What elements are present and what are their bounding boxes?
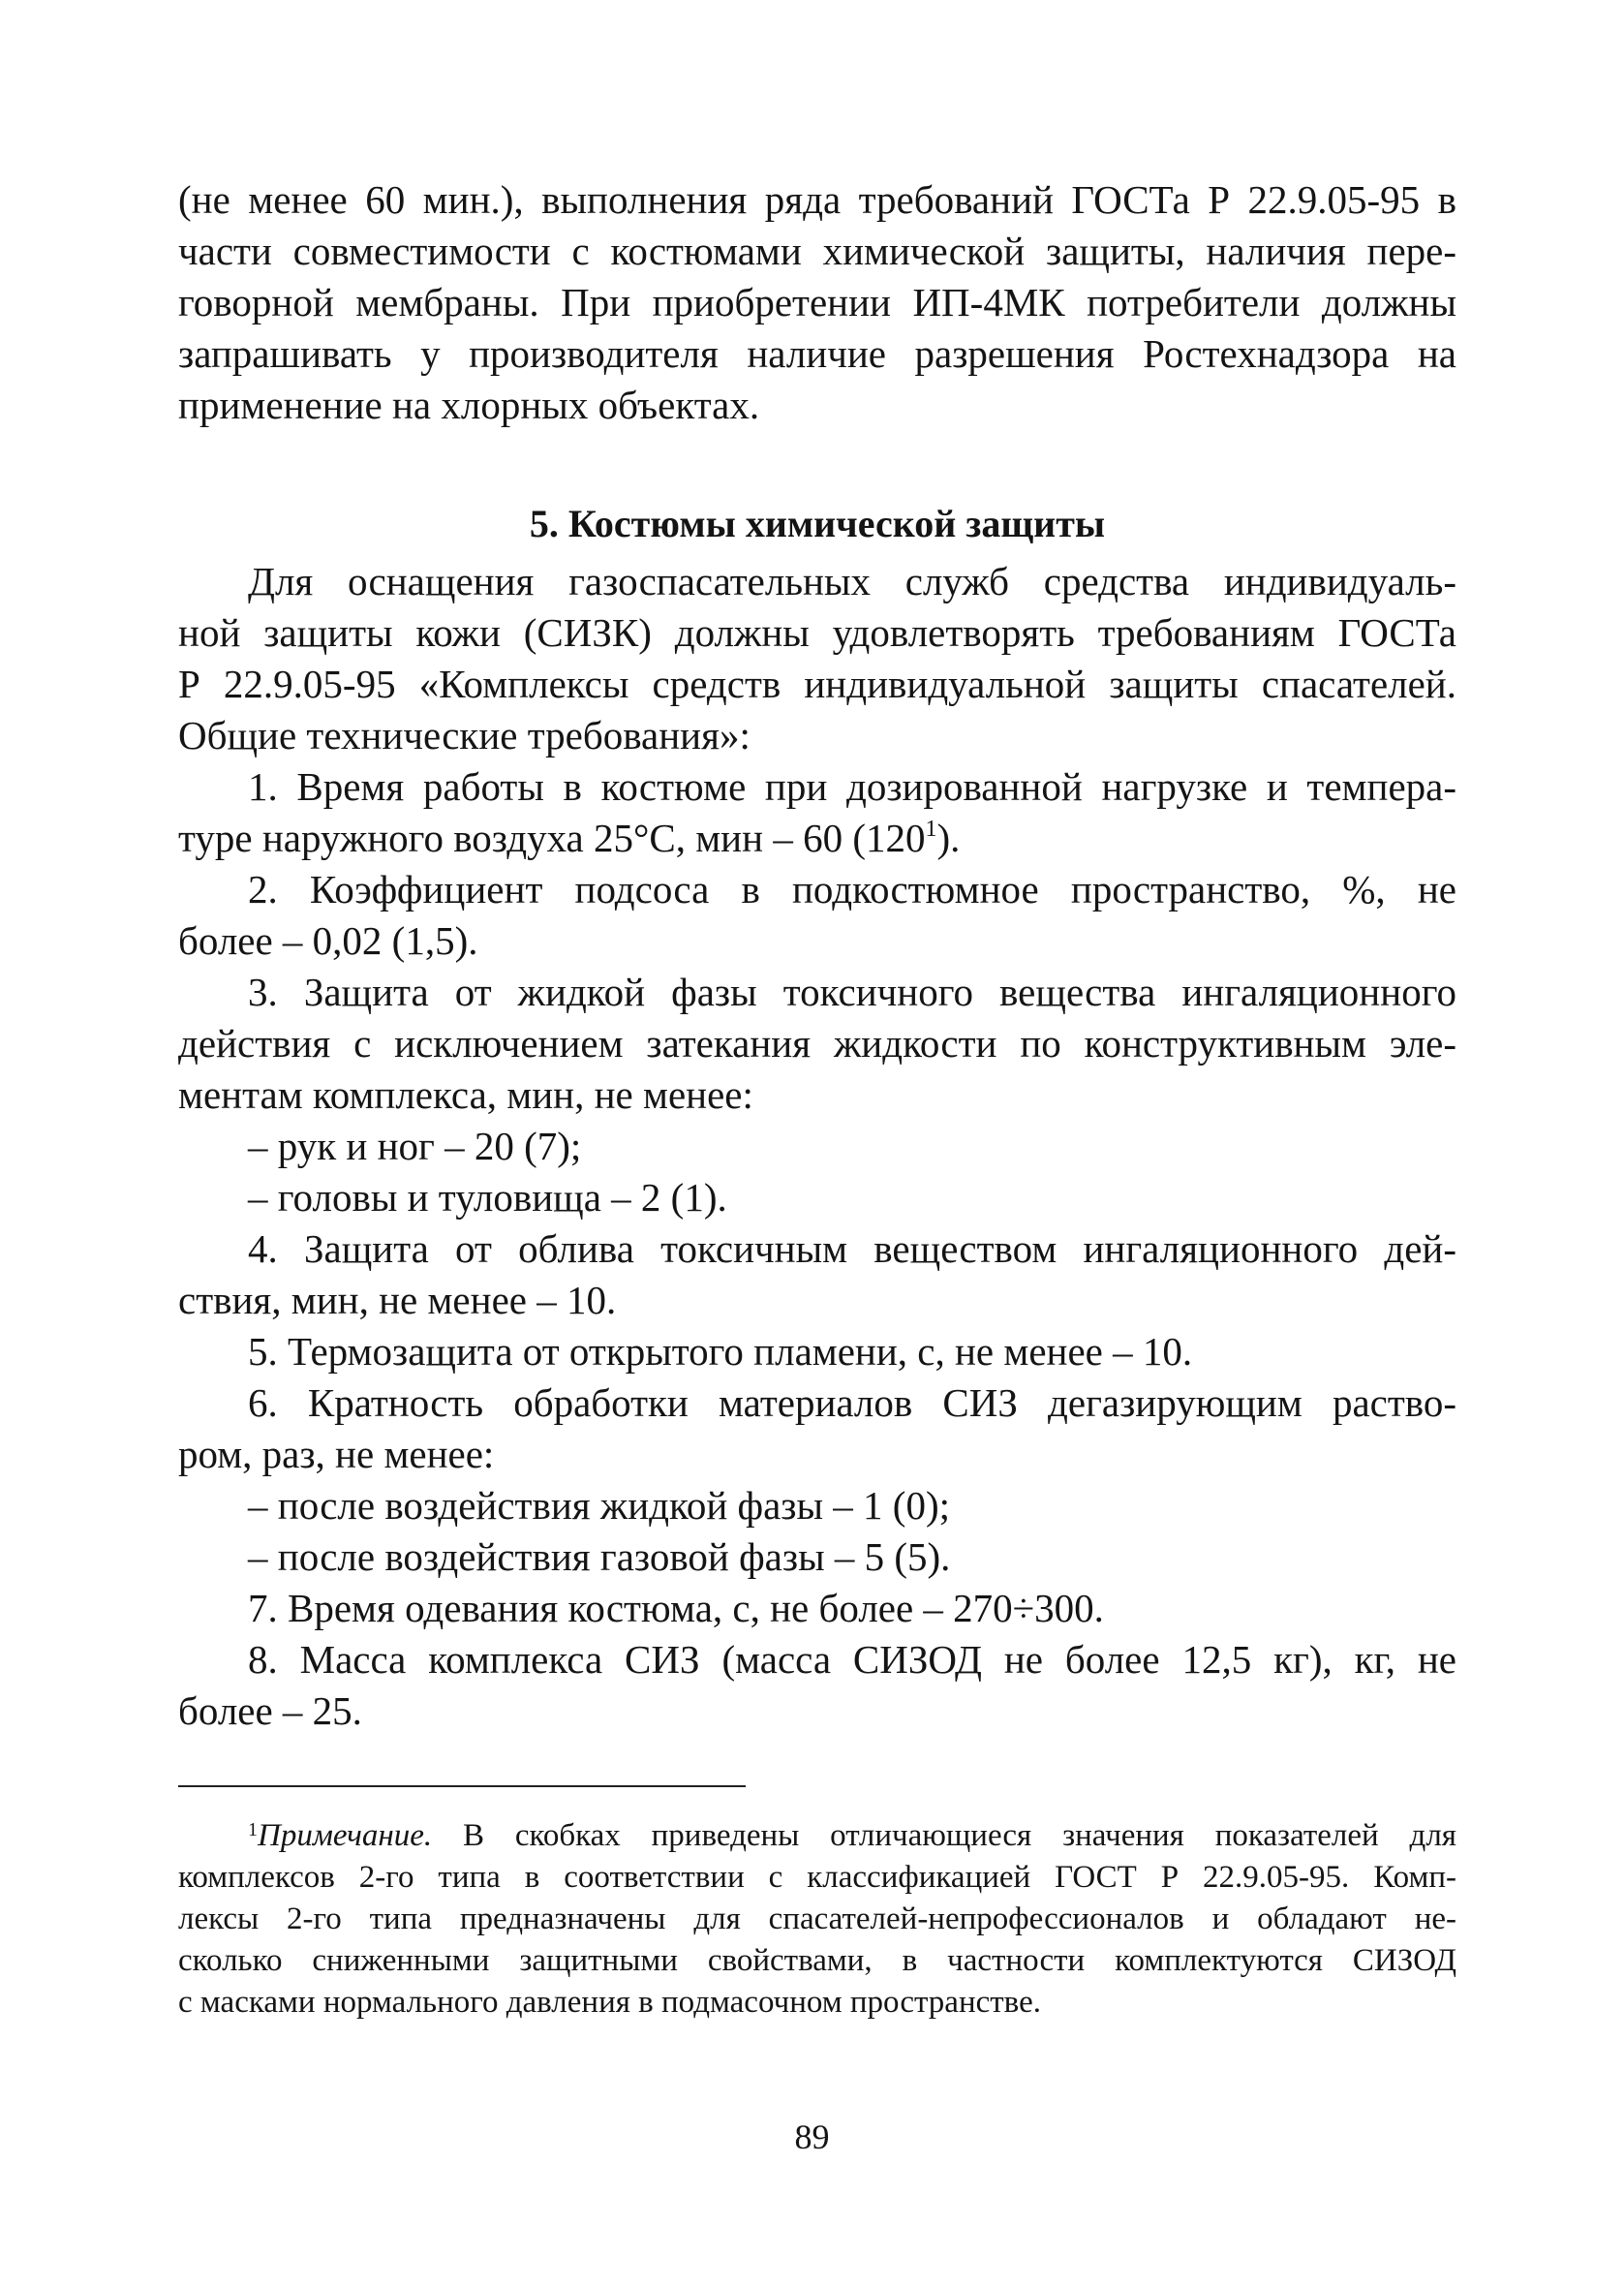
- sub-item: – рук и ног – 20 (7);: [248, 1124, 582, 1168]
- list-item-3-cont: действия с исключением затекания жидкости по конструктивным эле-: [178, 1021, 1456, 1066]
- footnote-text: В скобках приведены отличающиеся значения показателей для: [432, 1818, 1456, 1853]
- list-item-2: 2. Коэффициент подсоса в подкостюмное пространство, %, не: [248, 867, 1456, 912]
- paragraph-line: ной защиты кожи (СИЗК) должны удовлетворять требованиям ГОСТа: [178, 610, 1456, 655]
- list-item-6-cont: ром, раз, не менее:: [178, 1432, 495, 1476]
- list-item-7: 7. Время одевания костюма, с, не более – 270÷300.: [248, 1586, 1104, 1630]
- footnote-line: сколько сниженными защитными свойствами, в частности комплектуются СИЗОД: [178, 1943, 1456, 1978]
- footnote-divider: [178, 1785, 746, 1787]
- paragraph-line: Общие технические требования»:: [178, 713, 751, 758]
- list-item-3-cont: ментам комплекса, мин, не менее:: [178, 1072, 753, 1117]
- footnote-line: комплексов 2-го типа в соответствии с классификацией ГОСТ Р 22.9.05-95. Комп-: [178, 1860, 1456, 1895]
- list-item-8-cont: более – 25.: [178, 1688, 362, 1733]
- list-item-2-cont: более – 0,02 (1,5).: [178, 918, 478, 963]
- paragraph-line: запрашивать у производителя наличие разрешения Ростехнадзора на: [178, 331, 1456, 376]
- footnote-mark: 1: [248, 1819, 258, 1840]
- footnote-reference: 1: [925, 817, 937, 842]
- paragraph-line: говорной мембраны. При приобретении ИП-4МК потребители должны: [178, 280, 1456, 325]
- list-item-1-cont: [178, 813, 1456, 864]
- paragraph-line: Р 22.9.05-95 «Комплексы средств индивидуальной защиты спасателей.: [178, 662, 1456, 706]
- list-item-8: 8. Масса комплекса СИЗ (масса СИЗОД не более 12,5 кг), кг, не: [248, 1637, 1456, 1682]
- footnote-line: лексы 2-го типа предназначены для спасателей-непрофессионалов и обладают не-: [178, 1902, 1456, 1936]
- sub-item: – после воздействия жидкой фазы – 1 (0);: [248, 1483, 950, 1528]
- page-number: 89: [794, 2118, 830, 2156]
- list-item-1: 1. Время работы в костюме при дозированной нагрузке и темпера-: [248, 764, 1456, 809]
- sub-item: – после воздействия газовой фазы – 5 (5).: [248, 1534, 951, 1579]
- list-item-1-text: туре наружного воздуха 25°С, мин – 60 (120: [178, 816, 926, 860]
- footnote-line: [178, 1815, 1456, 1857]
- footnote: [178, 1815, 1456, 2024]
- paragraph-line: части совместимости с костюмами химической защиты, наличия пере-: [178, 229, 1456, 273]
- section-body: [178, 556, 1456, 1737]
- list-item-4-cont: ствия, мин, не менее – 10.: [178, 1278, 617, 1322]
- list-item-4: 4. Защита от облива токсичным веществом ингаляционного дей-: [248, 1226, 1456, 1271]
- paragraph-line: (не менее 60 мин.), выполнения ряда требований ГОСТа Р 22.9.05-95 в: [178, 177, 1456, 222]
- list-item-5: 5. Термозащита от открытого пламени, с, не менее – 10.: [248, 1329, 1193, 1374]
- paragraph-line: применение на хлорных объектах.: [178, 383, 760, 427]
- top-paragraph: [178, 174, 1456, 431]
- footnote-label: Примечание.: [258, 1818, 433, 1853]
- section-heading: 5. Костюмы химической защиты: [529, 502, 1106, 545]
- list-item-1-tail: ).: [936, 816, 961, 860]
- paragraph-line: Для оснащения газоспасательных служб средства индивидуаль-: [248, 559, 1456, 603]
- list-item-3: 3. Защита от жидкой фазы токсичного вещества ингаляционного: [248, 970, 1456, 1014]
- footnote-line: с масками нормального давления в подмасочном пространстве.: [178, 1985, 1041, 2020]
- list-item-6: 6. Кратность обработки материалов СИЗ дегазирующим раство-: [248, 1380, 1456, 1425]
- sub-item: – головы и туловища – 2 (1).: [248, 1175, 727, 1220]
